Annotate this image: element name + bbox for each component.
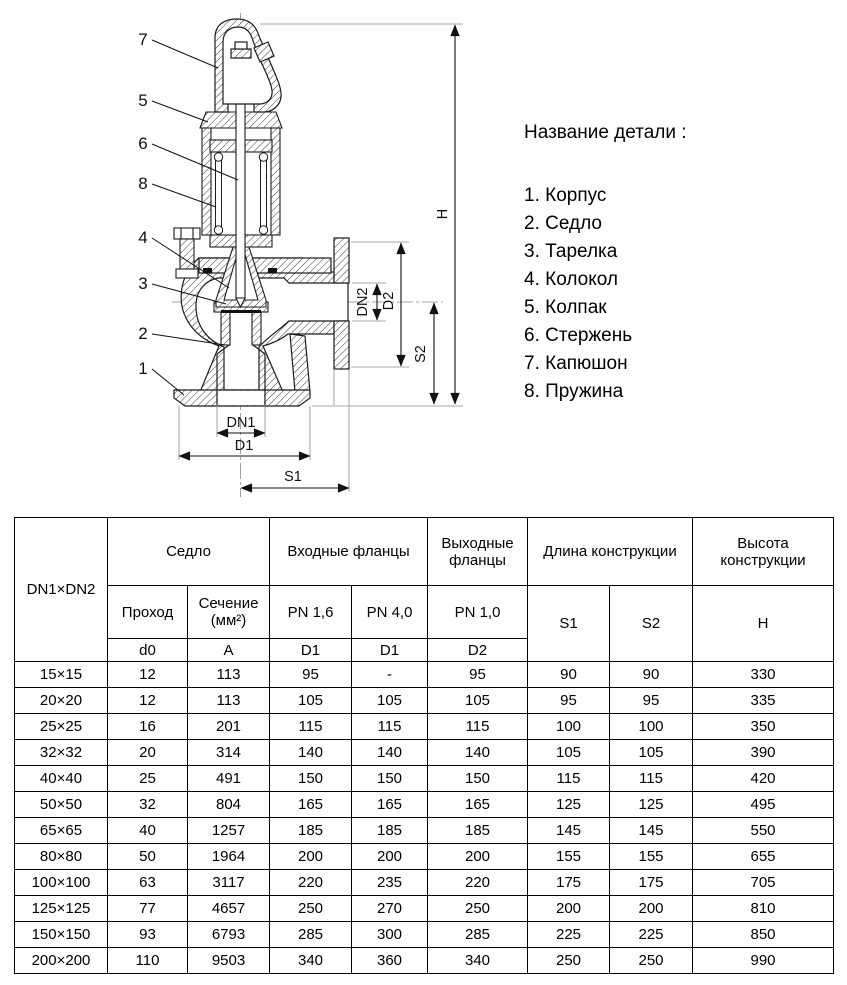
table-cell: 200 bbox=[528, 896, 610, 922]
table-cell: 32×32 bbox=[15, 740, 108, 766]
col-header-d0: d0 bbox=[108, 639, 188, 662]
table-cell: 990 bbox=[693, 948, 834, 974]
valve-technical-drawing bbox=[2, 0, 502, 512]
table-cell: 150 bbox=[428, 766, 528, 792]
table-cell: 150×150 bbox=[15, 922, 108, 948]
table-cell: 140 bbox=[270, 740, 352, 766]
table-cell: 115 bbox=[352, 714, 428, 740]
table-cell: 200 bbox=[428, 844, 528, 870]
table-cell: 495 bbox=[693, 792, 834, 818]
table-cell: 175 bbox=[610, 870, 693, 896]
parts-list-items bbox=[524, 182, 687, 406]
table-row bbox=[15, 818, 834, 844]
group-header-outlet-flanges: Выходные фланцы bbox=[428, 518, 528, 586]
table-cell: 235 bbox=[352, 870, 428, 896]
table-cell: 200×200 bbox=[15, 948, 108, 974]
callout-5: 5 bbox=[138, 91, 148, 110]
col-header-s1: S1 bbox=[528, 586, 610, 662]
table-cell: 25×25 bbox=[15, 714, 108, 740]
table-cell: 105 bbox=[610, 740, 693, 766]
table-cell: 250 bbox=[528, 948, 610, 974]
table-cell: 165 bbox=[270, 792, 352, 818]
table-cell: 4657 bbox=[188, 896, 270, 922]
cap bbox=[215, 19, 281, 112]
table-cell: 655 bbox=[693, 844, 834, 870]
dim-label-s2: S2 bbox=[413, 345, 429, 363]
table-cell: 140 bbox=[352, 740, 428, 766]
side-bolt bbox=[174, 228, 200, 278]
table-cell: 250 bbox=[428, 896, 528, 922]
table-cell: 335 bbox=[693, 688, 834, 714]
parts-list-item: 8. Пружина bbox=[524, 381, 624, 402]
table-cell: 20×20 bbox=[15, 688, 108, 714]
inlet-flange bbox=[174, 390, 310, 406]
table-cell: 1257 bbox=[188, 818, 270, 844]
table-row bbox=[15, 844, 834, 870]
table-cell: 165 bbox=[352, 792, 428, 818]
table-cell: 113 bbox=[188, 688, 270, 714]
table-cell: 40 bbox=[108, 818, 188, 844]
table-cell: 105 bbox=[352, 688, 428, 714]
col-header-s2: S2 bbox=[610, 586, 693, 662]
table-cell: 95 bbox=[610, 688, 693, 714]
table-cell: 250 bbox=[270, 896, 352, 922]
table-cell: 155 bbox=[528, 844, 610, 870]
table-cell: 90 bbox=[610, 662, 693, 688]
dimensions-table-wrap bbox=[14, 517, 834, 974]
parts-list-item: 5. Колпак bbox=[524, 297, 607, 318]
dimensions-table bbox=[14, 517, 834, 974]
table-cell: 550 bbox=[693, 818, 834, 844]
table-cell: 200 bbox=[352, 844, 428, 870]
table-cell: 145 bbox=[528, 818, 610, 844]
table-row bbox=[15, 714, 834, 740]
table-cell: 330 bbox=[693, 662, 834, 688]
col-header-section-line2: (мм²) bbox=[210, 612, 247, 629]
table-cell: 185 bbox=[352, 818, 428, 844]
table-cell: 12 bbox=[108, 662, 188, 688]
table-cell: 250 bbox=[610, 948, 693, 974]
callout-4: 4 bbox=[138, 228, 148, 247]
table-cell: 1964 bbox=[188, 844, 270, 870]
parts-list-item: 7. Капюшон bbox=[524, 353, 628, 374]
table-cell: 65×65 bbox=[15, 818, 108, 844]
table-cell: 145 bbox=[610, 818, 693, 844]
col-header-pn40: PN 4,0 bbox=[352, 586, 428, 639]
dim-label-dn1: DN1 bbox=[226, 415, 256, 431]
table-cell: 285 bbox=[428, 922, 528, 948]
dim-label-h: H bbox=[435, 208, 451, 220]
table-cell: 150 bbox=[352, 766, 428, 792]
table-cell: 220 bbox=[270, 870, 352, 896]
table-cell: 390 bbox=[693, 740, 834, 766]
dim-label-d1: D1 bbox=[234, 438, 254, 454]
table-cell: 115 bbox=[428, 714, 528, 740]
bonnet-plate bbox=[199, 258, 331, 273]
col-header-d1-pn40: D1 bbox=[352, 639, 428, 662]
col-header-pn16: PN 1,6 bbox=[270, 586, 352, 639]
table-cell: 804 bbox=[188, 792, 270, 818]
table-cell: 165 bbox=[428, 792, 528, 818]
table-cell: 115 bbox=[270, 714, 352, 740]
table-cell: 100 bbox=[610, 714, 693, 740]
table-cell: 360 bbox=[352, 948, 428, 974]
table-cell: 80×80 bbox=[15, 844, 108, 870]
parts-list-item: 2. Седло bbox=[524, 213, 602, 234]
table-cell: 270 bbox=[352, 896, 428, 922]
table-cell: 63 bbox=[108, 870, 188, 896]
group-header-seat: Седло bbox=[108, 518, 270, 586]
table-cell: 95 bbox=[270, 662, 352, 688]
callout-1: 1 bbox=[138, 359, 148, 378]
table-cell: 300 bbox=[352, 922, 428, 948]
callout-3: 3 bbox=[138, 274, 148, 293]
parts-list-title: Название детали : bbox=[524, 122, 687, 143]
table-cell: 140 bbox=[428, 740, 528, 766]
table-cell: 3117 bbox=[188, 870, 270, 896]
callout-6: 6 bbox=[138, 134, 148, 153]
table-cell: 115 bbox=[610, 766, 693, 792]
table-cell: 150 bbox=[270, 766, 352, 792]
col-header-a: A bbox=[188, 639, 270, 662]
table-cell: 125×125 bbox=[15, 896, 108, 922]
table-row bbox=[15, 792, 834, 818]
table-cell: 175 bbox=[528, 870, 610, 896]
table-cell: 20 bbox=[108, 740, 188, 766]
table-cell: 95 bbox=[528, 688, 610, 714]
table-cell: 15×15 bbox=[15, 662, 108, 688]
table-cell: 314 bbox=[188, 740, 270, 766]
table-cell: 125 bbox=[610, 792, 693, 818]
table-cell: 113 bbox=[188, 662, 270, 688]
table-cell: 115 bbox=[528, 766, 610, 792]
dim-label-d2: D2 bbox=[381, 291, 397, 311]
table-cell: 77 bbox=[108, 896, 188, 922]
table-cell: 6793 bbox=[188, 922, 270, 948]
parts-list-item: 3. Тарелка bbox=[524, 241, 618, 262]
parts-list-item: 4. Колокол bbox=[524, 269, 618, 290]
table-row bbox=[15, 896, 834, 922]
parts-list-item: 1. Корпус bbox=[524, 185, 607, 206]
col-header-d1-pn16: D1 bbox=[270, 639, 352, 662]
col-header-dn: DN1×DN2 bbox=[15, 518, 108, 662]
parts-list-item: 6. Стержень bbox=[524, 325, 633, 346]
table-cell: 220 bbox=[428, 870, 528, 896]
table-cell: 40×40 bbox=[15, 766, 108, 792]
table-cell: 200 bbox=[610, 896, 693, 922]
dim-label-dn2: DN2 bbox=[355, 287, 371, 317]
table-cell: 225 bbox=[528, 922, 610, 948]
callout-8: 8 bbox=[138, 174, 148, 193]
table-cell: 90 bbox=[528, 662, 610, 688]
table-row bbox=[15, 922, 834, 948]
table-cell: 350 bbox=[693, 714, 834, 740]
table-cell: 100 bbox=[528, 714, 610, 740]
callout-2: 2 bbox=[138, 324, 148, 343]
table-row bbox=[15, 948, 834, 974]
table-cell: 125 bbox=[528, 792, 610, 818]
valve-body bbox=[181, 258, 348, 403]
table-row bbox=[15, 870, 834, 896]
table-row bbox=[15, 688, 834, 714]
table-cell: 105 bbox=[270, 688, 352, 714]
table-cell: 705 bbox=[693, 870, 834, 896]
table-cell: 110 bbox=[108, 948, 188, 974]
table-cell: 340 bbox=[428, 948, 528, 974]
table-cell: 185 bbox=[428, 818, 528, 844]
table-cell: 201 bbox=[188, 714, 270, 740]
table-cell: 340 bbox=[270, 948, 352, 974]
table-cell: 12 bbox=[108, 688, 188, 714]
parts-list bbox=[524, 122, 687, 406]
table-cell: 200 bbox=[270, 844, 352, 870]
callout-7: 7 bbox=[138, 30, 148, 49]
col-header-section-line1: Сечение bbox=[198, 595, 259, 612]
table-cell: 50×50 bbox=[15, 792, 108, 818]
table-cell: 420 bbox=[693, 766, 834, 792]
table-cell: 810 bbox=[693, 896, 834, 922]
group-header-length: Длина конструкции bbox=[528, 518, 693, 586]
table-cell: 32 bbox=[108, 792, 188, 818]
col-header-pn10: PN 1,0 bbox=[428, 586, 528, 639]
dim-label-s1: S1 bbox=[284, 469, 302, 485]
dimensions-table-body bbox=[15, 662, 834, 974]
group-header-height: Высота конструкции bbox=[693, 518, 834, 586]
col-header-section bbox=[188, 586, 270, 639]
table-row bbox=[15, 740, 834, 766]
table-cell: 850 bbox=[693, 922, 834, 948]
table-row bbox=[15, 662, 834, 688]
table-cell: 185 bbox=[270, 818, 352, 844]
table-cell: 50 bbox=[108, 844, 188, 870]
centerlines bbox=[172, 13, 443, 497]
table-cell: 25 bbox=[108, 766, 188, 792]
table-cell: 105 bbox=[528, 740, 610, 766]
col-header-bore: Проход bbox=[108, 586, 188, 639]
table-cell: 93 bbox=[108, 922, 188, 948]
table-cell: 100×100 bbox=[15, 870, 108, 896]
table-row bbox=[15, 766, 834, 792]
table-cell: 95 bbox=[428, 662, 528, 688]
table-cell: - bbox=[352, 662, 428, 688]
table-cell: 16 bbox=[108, 714, 188, 740]
col-header-h: H bbox=[693, 586, 834, 662]
table-cell: 491 bbox=[188, 766, 270, 792]
col-header-d2: D2 bbox=[428, 639, 528, 662]
table-cell: 225 bbox=[610, 922, 693, 948]
table-cell: 9503 bbox=[188, 948, 270, 974]
table-cell: 155 bbox=[610, 844, 693, 870]
table-cell: 285 bbox=[270, 922, 352, 948]
table-cell: 105 bbox=[428, 688, 528, 714]
group-header-inlet-flanges: Входные фланцы bbox=[270, 518, 428, 586]
